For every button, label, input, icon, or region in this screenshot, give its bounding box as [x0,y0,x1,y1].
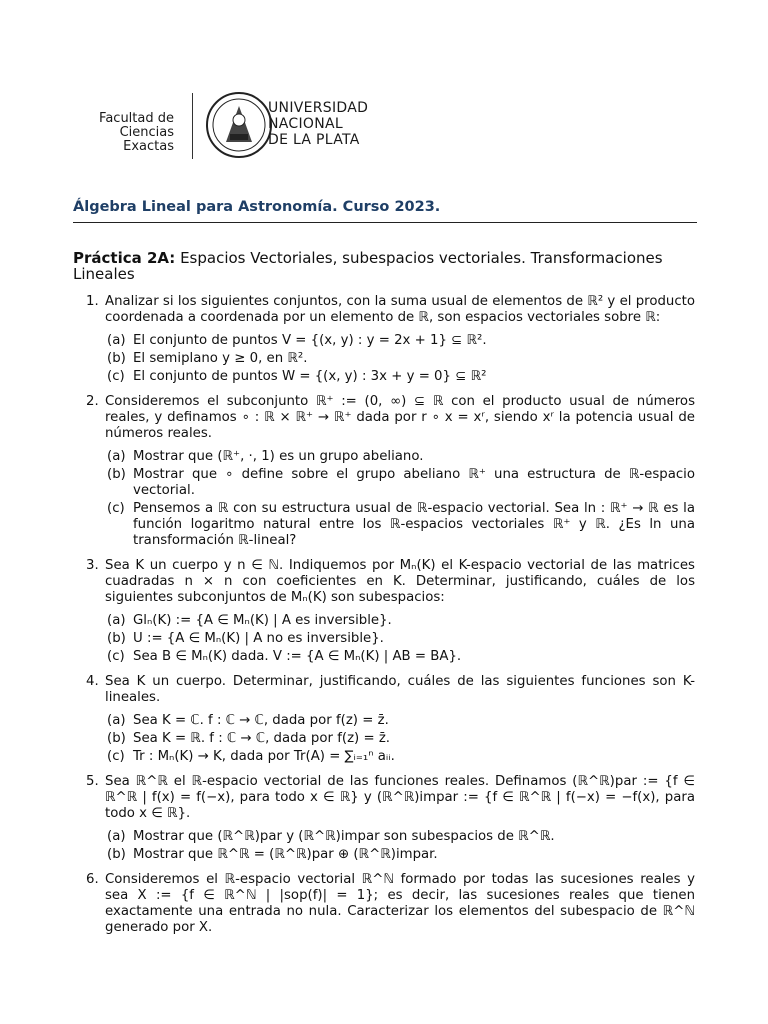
university-line-1: UNIVERSIDAD [268,100,369,116]
exercise-item [105,829,695,845]
item-text: Pensemos a ℝ con su estructura usual de ℝ-espacio vectorial. Sea ln : ℝ⁺ → ℝ es la función logaritmo natural entre los ℝ-espacios vectoriales ℝ⁺ y ℝ. ¿Es ln una transformación ℝ-lineal? [133,501,695,548]
header-divider [192,93,193,159]
course-title: Álgebra Lineal para Astronomía. Curso 2023. [73,199,441,215]
exercise-number: 3. [86,558,99,573]
item-text: Sea K = ℝ. f : ℂ → ℂ, dada por f(z) = z̄. [133,731,391,746]
university-line-2: NACIONAL [268,116,343,132]
exercise-item [105,501,695,549]
exercise-2 [73,394,695,549]
exercise-item [105,713,695,729]
item-text: Sea K = ℂ. f : ℂ → ℂ, dada por f(z) = z̄. [133,713,389,728]
item-label: (b) [107,351,126,366]
exercise-text: Sea K un cuerpo y n ∈ ℕ. Indiquemos por Mₙ(K) el K-espacio vectorial de las matrices cuadradas n × n con coeficientes en K. Determinar, justificando, cuáles de los siguientes subconjuntos de Mₙ(K) son subespacios: [105,558,695,605]
exercise-number: 2. [86,394,99,409]
item-text: Mostrar que ∘ define sobre el grupo abeliano ℝ⁺ una estructura de ℝ-espacio vectorial. [133,467,695,498]
exercise-text: Sea ℝ^ℝ el ℝ-espacio vectorial de las funciones reales. Definamos (ℝ^ℝ)par := {f ∈ ℝ^ℝ | f(x) = f(−x), para todo x ∈ ℝ} y (ℝ^ℝ)impar := {f ∈ ℝ^ℝ | f(−x) = −f(x), para todo x ∈ ℝ}. [105,774,695,821]
item-label: (c) [107,501,125,516]
item-label: (b) [107,631,126,646]
exercise-items [105,829,695,863]
item-label: (a) [107,613,126,628]
university-seal-icon [204,90,274,160]
exercise-number: 5. [86,774,99,789]
exercise-items [105,713,695,765]
item-label: (a) [107,449,126,464]
exercise-item [105,351,695,367]
faculty-line-2: Ciencias Exactas [119,125,174,154]
exercise-items [105,333,695,385]
exercise-3 [73,558,695,665]
faculty-line-1: Facultad de [99,111,174,126]
item-label: (c) [107,749,125,764]
exercise-text: Consideremos el subconjunto ℝ⁺ := (0, ∞) ⊆ ℝ con el producto usual de números reales, y definamos ∘ : ℝ × ℝ⁺ → ℝ⁺ dada por r ∘ x = xʳ, siendo xʳ la potencia usual de números reales. [105,394,695,441]
exercise-item [105,847,695,863]
exercise-item [105,631,695,647]
exercise-item [105,467,695,499]
item-label: (a) [107,713,126,728]
exercise-items [105,449,695,549]
item-label: (c) [107,369,125,384]
item-text: Tr : Mₙ(K) → K, dada por Tr(A) = ∑ᵢ₌₁ⁿ aᵢᵢ. [133,749,395,764]
exercise-text: Sea K un cuerpo. Determinar, justificando, cuáles de las siguientes funciones son K-lineales. [105,674,695,705]
item-text: El conjunto de puntos W = {(x, y) : 3x + y = 0} ⊆ ℝ² [133,369,487,384]
exercise-item [105,449,695,465]
practice-title: Espacios Vectoriales, subespacios vectoriales. Transformaciones Lineales [73,249,663,283]
title-rule [73,222,697,223]
exercise-item [105,369,695,385]
item-text: Glₙ(K) := {A ∈ Mₙ(K) | A es inversible}. [133,613,392,628]
exercise-item [105,649,695,665]
exercise-text: Consideremos el ℝ-espacio vectorial ℝ^ℕ formado por todas las sucesiones reales y sea X := {f ∈ ℝ^ℕ | |sop(f)| = 1}; es decir, las sucesiones reales que tienen exactamente una entrada no nula. Caracterizar los elementos del subespacio de ℝ^ℕ generado por X. [105,872,695,935]
practice-label: Práctica 2A: [73,249,176,267]
item-text: Mostrar que (ℝ^ℝ)par y (ℝ^ℝ)impar son subespacios de ℝ^ℝ. [133,829,555,844]
item-text: El conjunto de puntos V = {(x, y) : y = 2x + 1} ⊆ ℝ². [133,333,487,348]
university-line-3: DE LA PLATA [268,132,360,148]
university-name [268,100,368,148]
exercise-item [105,731,695,747]
item-text: El semiplano y ≥ 0, en ℝ². [133,351,308,366]
item-label: (b) [107,467,126,482]
exercise-number: 4. [86,674,99,689]
item-text: Mostrar que (ℝ⁺, ·, 1) es un grupo abeliano. [133,449,424,464]
item-text: Sea B ∈ Mₙ(K) dada. V := {A ∈ Mₙ(K) | AB = BA}. [133,649,462,664]
exercise-number: 1. [86,294,99,309]
faculty-name [74,112,174,154]
exercise-6 [73,872,695,936]
item-label: (c) [107,649,125,664]
item-label: (a) [107,829,126,844]
exercise-item [105,333,695,349]
exercise-item [105,749,695,765]
item-label: (b) [107,731,126,746]
practice-heading [73,250,695,282]
exercise-items [105,613,695,665]
exercise-1 [73,294,695,385]
item-text: U := {A ∈ Mₙ(K) | A no es inversible}. [133,631,384,646]
practice-content [73,250,695,945]
exercise-5 [73,774,695,863]
item-label: (b) [107,847,126,862]
exercise-text: Analizar si los siguientes conjuntos, con la suma usual de elementos de ℝ² y el producto coordenada a coordenada por un elemento de ℝ, son espacios vectoriales sobre ℝ: [105,294,695,325]
exercise-number: 6. [86,872,99,887]
exercise-list [73,294,695,936]
exercise-item [105,613,695,629]
exercise-4 [73,674,695,765]
item-label: (a) [107,333,126,348]
item-text: Mostrar que ℝ^ℝ = (ℝ^ℝ)par ⊕ (ℝ^ℝ)impar. [133,847,438,862]
